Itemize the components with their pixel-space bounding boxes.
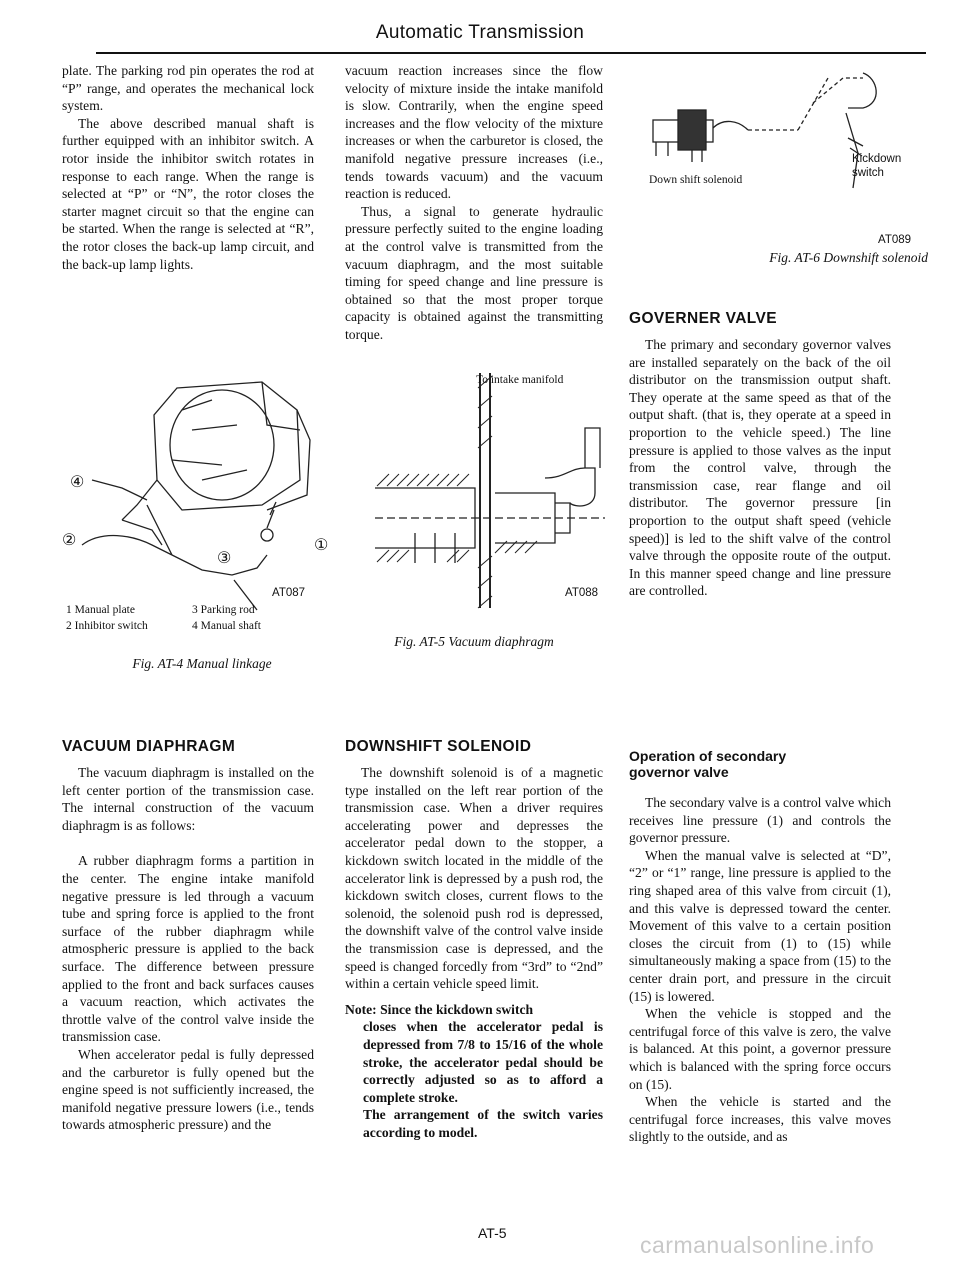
watermark: carmanualsonline.info: [640, 1232, 875, 1258]
figure-caption: Fig. AT-5 Vacuum diaphragm: [394, 634, 554, 649]
col1-vacuum: [62, 764, 314, 1134]
vacuum-diaphragm-figure: [355, 368, 615, 618]
fig5-label: To intake manifold: [476, 374, 564, 386]
col2-text: [345, 62, 603, 344]
note-text: Since the kickdown switch: [380, 1001, 534, 1017]
fig6-kickdown-label: Kickdown switch: [852, 153, 902, 179]
note-text: The arrangement of the switch varies according to model.: [363, 1107, 603, 1140]
section-heading: GOVERNER VALVE: [629, 310, 777, 327]
paragraph: Thus, a signal to generate hydraulic pressure perfectly suited to the engine loading at the control valve is transmitted from the vacuum diaphragm, and the most suitable timing for speed change and line pressure is obtained so that the most proper torque capacity is obtained against the transmitting torque.: [345, 203, 603, 342]
legend-item: 1 Manual plate: [66, 604, 135, 616]
note-text: closes when the accelerator pedal is depressed from 7/8 to 15/16 of the whole stroke, the accelerator pedal should be correctly adjusted so as to afford a complete stroke.: [363, 1019, 603, 1105]
figure-caption: Fig. AT-4 Manual linkage: [132, 656, 272, 671]
note-label: Note:: [345, 1001, 377, 1017]
col2-downshift: [345, 764, 603, 1141]
paragraph: The above described manual shaft is further equipped with an inhibitor switch. A rotor inside the inhibitor switch rotates in response to each range. When the range is selected at “P” or “N”, the rotor closes the starter magnet circuit so that the engine can be started. When the range is selected at “R”, the rotor closes the back-up lamp circuit, and the back-up lamp lights.: [62, 115, 314, 272]
callout-1: ①: [314, 537, 329, 554]
paragraph: When accelerator pedal is fully depressed and the carburetor is fully opened but the engine speed is not sufficiently increased, the manifold negative pressure lowers (i.e., tends towards atmospheric pressure) and the: [62, 1046, 314, 1133]
paragraph: vacuum reaction increases since the flow velocity of mixture inside the intake manifold is slow. Contrarily, when the engine speed increases and the flow velocity of the mixture increases or when the carburetor is closed, the manifold negative pressure increases (i.e., tends towards vacuum) and the vacuum reaction is reduced.: [345, 63, 603, 202]
paragraph: The downshift solenoid is of a magnetic type installed on the left rear portion of the transmission case. When a driver requires accelerating power and depresses the accelerator pedal down to the stopper, a kickdown switch located in the middle of the accelerator link is depressed by a push rod, the kickdown switch closes, current flows to the solenoid, the solenoid push rod is depressed, the downshift valve of the control valve inside the transmission case is depressed, and the speed is changed forcedly from “3rd” to “2nd” within a certain vehicle speed limit.: [345, 765, 603, 992]
callout-3: ③: [217, 550, 232, 567]
paragraph: plate. The parking rod pin operates the rod at “P” range, and operates the mechanical lock system.: [62, 63, 314, 114]
paragraph: The secondary valve is a control valve which receives line pressure (1) and controls the governor pressure.: [629, 795, 891, 846]
page-number: AT-5: [478, 1225, 507, 1241]
paragraph: When the vehicle is started and the centrifugal force increases, this valve moves slightly to the outside, and as: [629, 1094, 891, 1145]
legend-item: 2 Inhibitor switch: [66, 620, 148, 632]
page-header: Automatic Transmission: [375, 22, 585, 43]
figure-code: AT088: [565, 587, 599, 599]
col3-secondary: [629, 794, 891, 1146]
vacuum-diaphragm-drawing: [355, 368, 615, 618]
paragraph: The vacuum diaphragm is installed on the left center portion of the transmission case. The internal construction of the vacuum diaphragm is as follows:: [62, 765, 314, 833]
paragraph: A rubber diaphragm forms a partition in the center. The engine intake manifold negative pressure is led through a vacuum tube and spring force is applied to the front surface of the rubber diaphragm while atmospheric pressure is applied to the back surface. The difference between pressure applied to the front and back surfaces causes a vacuum reaction, which activates the throttle valve of the control valve inside the transmission case.: [62, 853, 314, 1045]
paragraph: When the vehicle is stopped and the centrifugal force of this valve is zero, the valve is balanced. At this point, a governor pressure which is balanced with the spring force occurs on (15).: [629, 1006, 891, 1092]
paragraph: When the manual valve is selected at “D”, “2” or “1” range, line pressure is applied to the ring shaped area of this valve from circuit (1), and this valve is depressed toward the center. Movement of this valve to a certain position closes the circuit from (1) to (15) while simultaneously making a space from (15) to the center drain port, and pressure in the circuit (15) is lowered.: [629, 847, 891, 1004]
header-rule: [96, 52, 926, 54]
manual-linkage-figure: [62, 370, 332, 615]
paragraph: The primary and secondary governor valves are installed separately on the back of the oil distributor on the transmission output shaft. They operate at the same speed as that of the output shaft. (that is, they operate at a speed in proportion to the vehicle speed.) The line pressure is applied to those valves as the input from the control valve, through the transmission case, rear flange and oil distributor. The governor pressure [in proportion to the output shaft speed (vehicle speed)] is led to the shift valve of the control valve through the opposite route of the output. In this manner speed change and line pressure are controlled.: [629, 337, 891, 599]
subsection-heading: Operation of secondary governor valve: [629, 748, 787, 780]
figure-code: AT089: [878, 234, 912, 246]
fig6-solenoid-label: Down shift solenoid: [649, 174, 743, 186]
callout-2: ②: [62, 532, 77, 549]
legend-item: 4 Manual shaft: [192, 620, 261, 632]
legend-item: 3 Parking rod: [192, 604, 255, 616]
note-first-line: [345, 1001, 603, 1019]
figure-caption: Fig. AT-6 Downshift solenoid: [769, 250, 928, 265]
section-heading: DOWNSHIFT SOLENOID: [345, 738, 532, 755]
figure-code: AT087: [272, 587, 306, 599]
manual-linkage-drawing: [62, 370, 332, 615]
col1-intro: [62, 62, 314, 273]
section-heading: VACUUM DIAPHRAGM: [62, 738, 236, 755]
col3-governor: [629, 336, 891, 600]
callout-4: ④: [70, 474, 85, 491]
